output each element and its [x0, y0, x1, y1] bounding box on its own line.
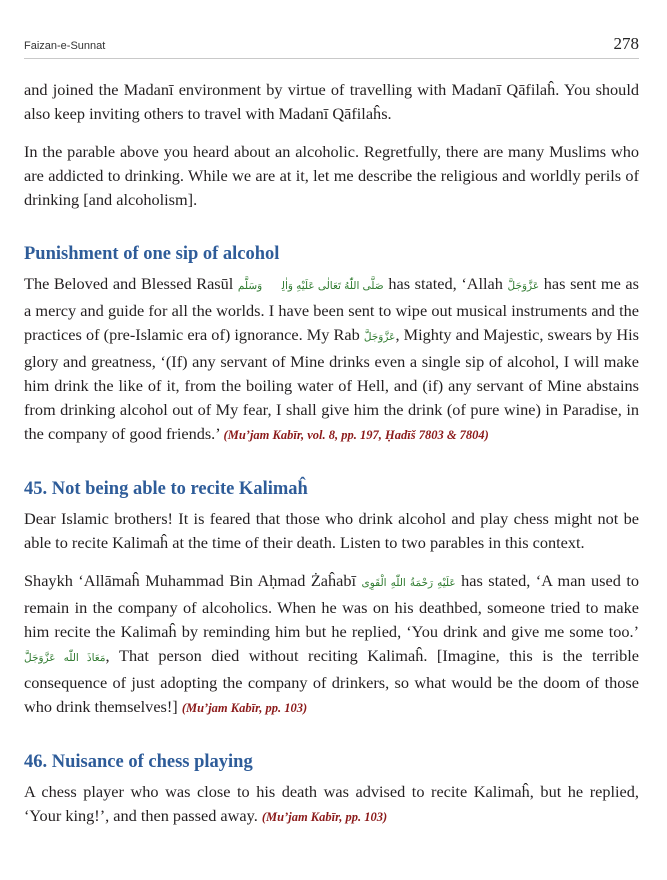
text-run: has sent me as a mercy and guide for all the worlds. I have been sent to wipe out musical instruments and the practices of (pre-Islamic era of) ignorance. My Rab [24, 274, 639, 344]
book-title: Faizan-e-Sunnat [24, 40, 106, 52]
paragraph-continuation: and joined the Madanī environment by virtue of travelling with Madanī Qāfilaĥ. You should also keep inviting others to travel with Madanī Qāfilaĥs. [24, 80, 639, 123]
section-heading-chess: 46. Nuisance of chess playing [24, 752, 253, 772]
arabic-salutation: صَلَّى اللّٰهُ تَعَالٰى عَلَيْهِ وَاٰلِهٖ وَسَلَّم [237, 281, 384, 292]
text-run: has stated, ‘Allah [383, 274, 508, 293]
arabic-phrase: عَزَّوَجَلَّ [507, 281, 540, 292]
reference-citation: (Mu’jam Kabīr, pp. 103) [181, 701, 308, 715]
paragraph-punishment [24, 272, 639, 447]
paragraph-kalimah-parable [24, 569, 639, 720]
text-run: , That person died without reciting Kalimaĥ. [Imagine, this is the terrible consequence of just adopting the company of drinkers, so what would be the doom of those who drink themselves!] [24, 646, 640, 716]
arabic-phrase: عَلَيْهِ رَحْمَةُ اللّٰهِ الْقَوِى [361, 578, 456, 589]
arabic-phrase: عَزَّوَجَلَّ [363, 332, 396, 343]
paragraph-intro: In the parable above you heard about an alcoholic. Regretfully, there are many Muslims who are addicted to drinking. While we are at it, let me describe the religious and worldly perils of drinking [and alcoholism]. [24, 142, 639, 209]
text-run: A chess player who was close to his death was advised to recite Kalimaĥ, but he replied, ‘Your king!’, and then passed away. [24, 782, 639, 825]
reference-citation: (Mu’jam Kabīr, vol. 8, pp. 197, Ḥadīš 7803 & 7804) [223, 428, 489, 442]
paragraph-chess [24, 780, 639, 829]
paragraph-kalimah-intro: Dear Islamic brothers! It is feared that those who drink alcohol and play chess might not be able to recite Kalimaĥ at the time of their death. Listen to two parables in this context. [24, 509, 639, 552]
page-number: 278 [613, 34, 639, 53]
section-heading-punishment: Punishment of one sip of alcohol [24, 244, 280, 264]
text-run: , Mighty and Majestic, swears by His glory and greatness, ‘(If) any servant of Mine drinks even a single sip of alcohol, I will make him drink the like of it, from the boiling water of Hell, and (if) any servant of Mine abstains from drinking alcohol out of My fear, I shall give him the drink (of pure wine) in Paradise, in the company of good friends.’ [24, 325, 639, 443]
reference-citation: (Mu’jam Kabīr, pp. 103) [261, 810, 388, 824]
text-run: has stated, ‘A man used to remain in the company of alcoholics. When he was on his deathbed, someone tried to make him recite the Kalimaĥ by reminding him but he replied, ‘You drink and give me some too.’ [24, 571, 640, 641]
page-header [24, 30, 639, 59]
text-run: Shaykh ‘Allāmaĥ Muhammad Bin Aḥmad Żaĥabī [24, 571, 362, 590]
section-heading-kalimah: 45. Not being able to recite Kalimaĥ [24, 479, 308, 499]
text-run: The Beloved and Blessed Rasūl [24, 274, 238, 293]
page-content [24, 78, 639, 843]
arabic-phrase: مَعَاذَ اللّٰه عَزَّوَجَلَّ [24, 653, 106, 664]
